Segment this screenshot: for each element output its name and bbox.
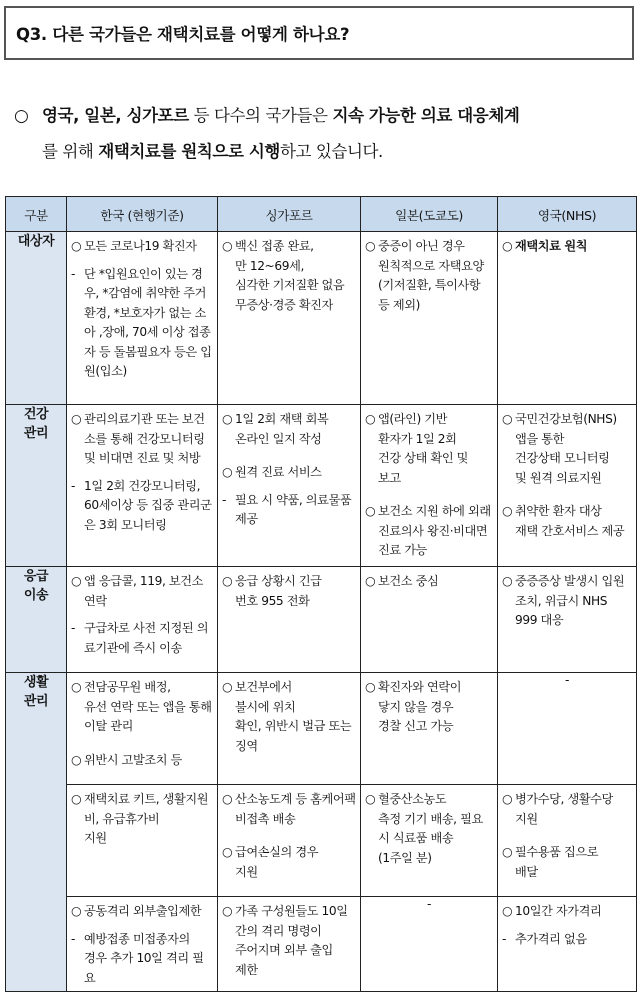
item-spacer: [71, 257, 213, 265]
list-item-text: 보건부에서 불시에 위치 확인, 위반시 벌금 또는 징역: [235, 680, 352, 753]
cell-life2-japan: [361, 785, 498, 897]
item-spacer: [502, 922, 632, 930]
list-item-text: 백신 접종 완료, 만 12~69세, 심각한 기저질환 없음 무증상·경증 확진자: [235, 239, 345, 312]
circle-bullet-icon: ○: [14, 106, 29, 126]
list-item: [502, 572, 632, 631]
list-item-text: 전담공무원 배정, 유선 연락 또는 앱을 통해 이탈 관리: [84, 680, 212, 733]
table-row-target: [6, 232, 637, 405]
intro-text-1: 등 다수의 국가들은: [188, 106, 333, 125]
list-item-text: 앱(라인) 기반 환자가 1일 2회 건강 상태 확인 및 보고: [378, 412, 469, 485]
circle-bullet-icon: ○: [365, 574, 376, 588]
circle-bullet-icon: ○: [222, 465, 233, 479]
cell-emergency-japan: [361, 567, 498, 673]
list-item-text: 보건소 중심: [378, 574, 439, 588]
dash-bullet-icon: -: [71, 266, 75, 281]
circle-bullet-icon: ○: [222, 574, 233, 588]
list-item: [365, 790, 493, 868]
list-item: [365, 276, 493, 315]
header-korea: 한국 (현행기준): [67, 197, 218, 232]
list-item-text: 재택치료 원칙: [515, 239, 588, 253]
intro-emphasis-1: 지속 가능한 의료 대응체계: [332, 106, 520, 125]
list-item: [71, 678, 213, 737]
cell-items: [218, 897, 360, 983]
cell-life3-japan-empty: -: [361, 897, 498, 992]
list-item-text: 위반시 고발조치 등: [84, 752, 182, 767]
list-item-text: 혈중산소농도 측정 기기 배송, 필요 시 식료품 배송 (1주일 분): [378, 792, 483, 865]
list-item-text: 공동격리 외부출입제한: [84, 904, 202, 918]
cell-items: [498, 897, 636, 952]
list-item-text: 급여손실의 경우 지원: [235, 845, 319, 879]
circle-bullet-icon: ○: [365, 412, 376, 426]
header-singapore: 싱가포르: [218, 197, 361, 232]
list-item-text: 10일간 자가격리: [515, 904, 602, 918]
list-item: [365, 410, 493, 488]
list-item: [71, 265, 213, 382]
cell-emergency-uk: [498, 567, 637, 673]
comparison-table: [5, 196, 637, 992]
cell-items: [67, 232, 217, 385]
cell-items: [67, 785, 217, 852]
list-item-text: 필수용품 집으로 배달: [515, 845, 599, 879]
cell-items: [361, 785, 497, 871]
category-target: 대상자: [6, 232, 67, 405]
cell-life1-uk-empty: -: [498, 673, 637, 785]
list-item: [71, 930, 213, 989]
cell-items: [218, 232, 360, 318]
cell-health-korea: [67, 405, 218, 567]
list-item: [365, 257, 493, 277]
list-item: [71, 477, 213, 536]
list-item: [365, 502, 493, 561]
cell-items: [218, 567, 360, 614]
circle-bullet-icon: ○: [365, 239, 376, 253]
list-item-text: 국민건강보험(NHS) 앱을 통한 건강상태 모니터링 및 원격 의료지원: [515, 412, 617, 485]
table-row-life-3: [6, 897, 637, 992]
list-item: [222, 843, 356, 882]
list-item-text: 가족 구성원들도 10일 간의 격리 명령이 주어지며 외부 출입 제한: [235, 904, 348, 977]
list-item: [222, 572, 356, 611]
intro-text-2: 를 위해: [42, 142, 99, 161]
dash-bullet-icon: -: [222, 492, 226, 507]
list-item-text: 모든 코로나19 확진자: [84, 239, 197, 253]
cell-life1-korea: [67, 673, 218, 785]
cell-items: [67, 897, 217, 991]
cell-items: [218, 785, 360, 885]
cell-items: [218, 673, 360, 759]
dash-bullet-icon: -: [71, 621, 75, 635]
circle-bullet-icon: ○: [222, 904, 233, 918]
circle-bullet-icon: ○: [502, 504, 513, 518]
list-item-text: 응급 상황시 긴급 번호 955 전화: [235, 574, 322, 608]
circle-bullet-icon: ○: [222, 680, 233, 694]
list-item-text: 중증증상 발생시 입원조치, 위급시 NHS 999 대응: [515, 574, 625, 627]
item-spacer: [222, 449, 356, 463]
intro-emphasis-2: 재택치료를 원칙으로 시행: [98, 142, 280, 161]
circle-bullet-icon: ○: [365, 504, 376, 518]
intro-line-1: [14, 98, 640, 134]
circle-bullet-icon: ○: [365, 792, 376, 806]
cell-items: [67, 567, 217, 661]
list-item-text: 취약한 환자 대상 재택 간호서비스 제공: [515, 504, 625, 538]
list-item: [502, 502, 632, 541]
list-item: [222, 463, 356, 483]
circle-bullet-icon: ○: [502, 412, 513, 426]
circle-bullet-icon: ○: [71, 752, 82, 767]
list-item: [502, 410, 632, 488]
list-item: [71, 237, 213, 257]
cell-emergency-singapore: [218, 567, 361, 673]
list-item-text: 재택치료 키트, 생활지원비, 유급휴가비 지원: [84, 792, 209, 845]
cell-health-uk: [498, 405, 637, 567]
circle-bullet-icon: ○: [222, 845, 233, 859]
cell-health-japan: [361, 405, 498, 567]
cell-health-singapore: [218, 405, 361, 567]
item-spacer: [71, 611, 213, 619]
cell-items: [218, 405, 360, 533]
circle-bullet-icon: ○: [502, 904, 513, 918]
intro-paragraph: [14, 98, 640, 170]
cell-items: [361, 232, 497, 318]
cell-items: [498, 232, 636, 260]
table-row-life-1: [6, 673, 637, 785]
list-item: [222, 491, 356, 530]
circle-bullet-icon: ○: [71, 412, 82, 426]
cell-life3-singapore: [218, 897, 361, 992]
list-item: [71, 790, 213, 849]
cell-items: [67, 405, 217, 538]
item-spacer: [222, 483, 356, 491]
table-row-health: [6, 405, 637, 567]
dash-bullet-icon: [365, 257, 378, 277]
list-item: [71, 572, 213, 611]
list-item: [222, 678, 356, 756]
list-item-text: (기저질환, 특이사항 등 제외): [378, 278, 481, 312]
list-item: [502, 843, 632, 882]
list-item-text: 확진자와 연락이 닿지 않을 경우 경찰 신고 가능: [378, 680, 462, 733]
category-emergency: 응급 이송: [6, 567, 67, 673]
cell-life1-singapore: [218, 673, 361, 785]
dash-bullet-icon: -: [71, 478, 75, 493]
question-title: Q3. 다른 국가들은 재택치료를 어떻게 하나요?: [16, 25, 350, 44]
item-spacer: [71, 737, 213, 751]
cell-items: [361, 673, 497, 740]
list-item-text: 예방접종 미접종자의 경우 추가 10일 격리 필요: [84, 931, 204, 985]
circle-bullet-icon: ○: [222, 792, 233, 806]
list-item: [71, 410, 213, 469]
item-spacer: [365, 488, 493, 502]
circle-bullet-icon: ○: [71, 680, 82, 694]
cell-target-korea: [67, 232, 218, 405]
list-item-text: 병가수당, 생활수당 지원: [515, 792, 613, 826]
item-spacer: [502, 488, 632, 502]
category-life: 생활 관리: [6, 673, 67, 992]
cell-target-uk: [498, 232, 637, 405]
dash-bullet-icon: -: [502, 931, 506, 946]
list-item: [502, 237, 632, 257]
list-item: [71, 902, 213, 922]
list-item: [365, 572, 493, 592]
intro-text-3: 하고 있습니다.: [279, 142, 383, 161]
question-box: [4, 6, 634, 60]
category-health: 건강 관리: [6, 405, 67, 567]
circle-bullet-icon: ○: [71, 574, 82, 588]
cell-items: [498, 567, 636, 634]
cell-target-singapore: [218, 232, 361, 405]
circle-bullet-icon: ○: [502, 239, 513, 253]
cell-emergency-korea: [67, 567, 218, 673]
cell-life2-korea: [67, 785, 218, 897]
cell-items: [498, 785, 636, 885]
list-item-text: 단 *입원요인이 있는 경우, *감염에 취약한 주거환경, *보호자가 없는 소아 ,장애, 70세 이상 접종자 등 돌봄필요자 등은 입원(입소): [84, 266, 212, 378]
list-item: [502, 902, 632, 922]
circle-bullet-icon: ○: [502, 845, 513, 859]
list-item-text: 관리의료기관 또는 보건소를 통해 건강모니터링 및 비대면 진료 및 처방: [84, 412, 205, 465]
cell-items: [361, 405, 497, 564]
list-item: [502, 930, 632, 950]
list-item: [222, 410, 356, 449]
list-item: [365, 678, 493, 737]
list-item-text: 산소농도계 등 홈케어팩 비접촉 배송: [235, 792, 356, 826]
list-item-text: 보건소 지원 하에 외래 진료의사 왕진·비대면 진료 가능: [378, 504, 491, 557]
circle-bullet-icon: ○: [502, 792, 513, 806]
cell-life3-korea: [67, 897, 218, 992]
list-item-text: 원격 진료 서비스: [235, 465, 322, 479]
cell-items: [498, 405, 636, 544]
list-item: [502, 790, 632, 829]
circle-bullet-icon: ○: [222, 412, 233, 426]
cell-life2-uk: [498, 785, 637, 897]
cell-life3-uk: [498, 897, 637, 992]
cell-items: [361, 567, 497, 595]
circle-bullet-icon: ○: [71, 792, 82, 806]
list-item-text: 1일 2회 건강모니터링, 60세이상 등 집중 관리군은 3회 모니터링: [84, 478, 212, 532]
item-spacer: [222, 829, 356, 843]
circle-bullet-icon: ○: [365, 680, 376, 694]
item-spacer: [71, 922, 213, 930]
cell-life2-singapore: [218, 785, 361, 897]
circle-bullet-icon: ○: [71, 904, 82, 918]
list-item: [222, 790, 356, 829]
circle-bullet-icon: ○: [71, 239, 82, 253]
dash-bullet-icon: [365, 276, 378, 315]
header-uk: 영국(NHS): [498, 197, 637, 232]
item-spacer: [502, 829, 632, 843]
item-spacer: [71, 469, 213, 477]
cell-life1-japan: [361, 673, 498, 785]
circle-bullet-icon: ○: [502, 574, 513, 588]
table-row-life-2: [6, 785, 637, 897]
cell-items: [67, 673, 217, 773]
header-japan: 일본(도쿄도): [361, 197, 498, 232]
dash-bullet-icon: -: [71, 931, 75, 946]
list-item: [71, 751, 213, 771]
list-item-text: 원칙적으로 자택요양: [378, 258, 484, 273]
intro-line-2: [14, 134, 640, 170]
list-item: [222, 902, 356, 980]
circle-bullet-icon: ○: [222, 239, 233, 253]
table-header-row: [6, 197, 637, 232]
table-row-emergency: [6, 567, 637, 673]
list-item-text: 추가격리 없음: [515, 931, 587, 946]
list-item-text: 중증이 아닌 경우: [378, 239, 465, 253]
list-item: [71, 619, 213, 658]
list-item-text: 구급차로 사전 지정된 의료기관에 즉시 이송: [84, 621, 209, 655]
header-category: 구분: [6, 197, 67, 232]
list-item: [222, 237, 356, 315]
list-item-text: 앱 응급콜, 119, 보건소 연락: [84, 574, 204, 608]
cell-target-japan: [361, 232, 498, 405]
list-item-text: 1일 2회 재택 회복 온라인 일지 작성: [235, 412, 329, 446]
list-item-text: 필요 시 약품, 의료물품 제공: [235, 492, 352, 526]
intro-countries: 영국, 일본, 싱가포르: [42, 106, 189, 125]
list-item: [365, 237, 493, 257]
